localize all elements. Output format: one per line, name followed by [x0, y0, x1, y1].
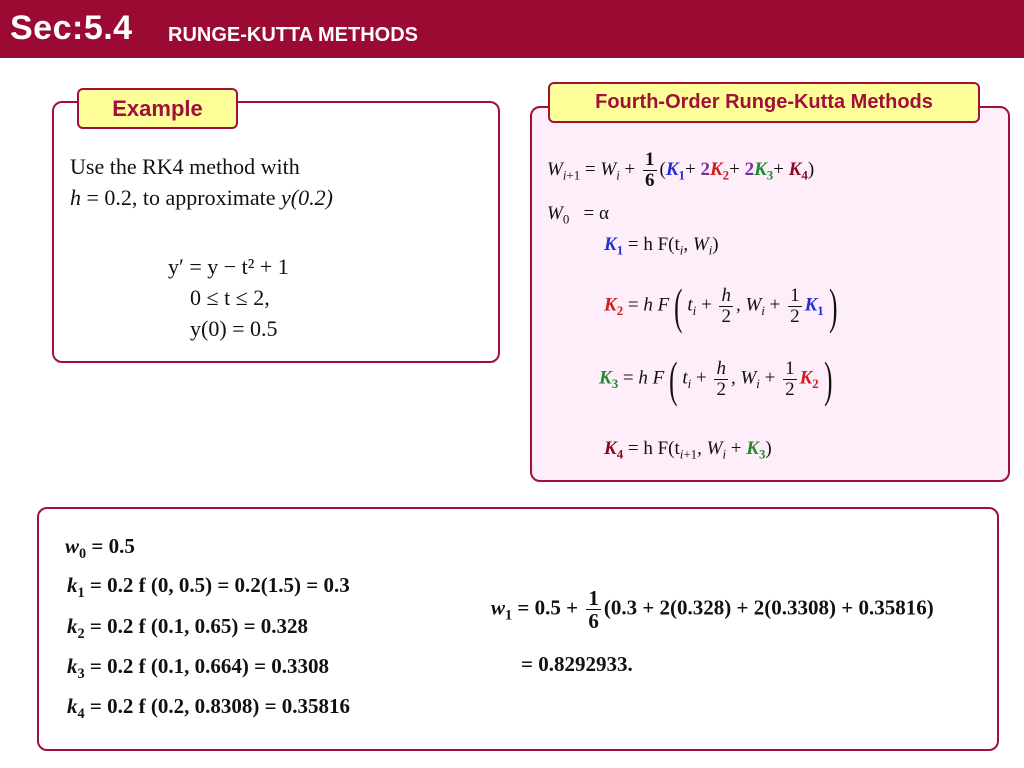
k1-rhs: = h F(t [627, 234, 680, 255]
w1-lhs: = 0.5 + [517, 595, 579, 620]
ode-domain: 0 ≤ t ≤ 2, [190, 285, 270, 310]
rk4-update-formula: $W_{i+1} = W_i$ + $\frac{1}{6}$ $(K_1+ 2K_2+ 2K_3+ K_4)$ [547, 149, 815, 191]
solution-k1: $k_1 = 0.2$ f (0, 0.5) = 0.2(1.5) = 0.3 [67, 573, 350, 601]
solution-k2: $k_2 = 0.2$ f (0.1, 0.65) = 0.328 [67, 614, 309, 642]
title-bar [0, 0, 1024, 58]
w0-rhs: = α [583, 203, 609, 224]
rk4-initial-value: $W_0$ = α [547, 203, 609, 227]
rk4-method-box [530, 106, 1010, 482]
solution-w1-result [521, 652, 633, 677]
solution-k3: $k_3 = 0.2$ f (0.1, 0.664) = 0.3308 [67, 654, 330, 682]
k1-expr: = 0.2 f (0, 0.5) = 0.2(1.5) = 0.3 [89, 573, 350, 597]
rk4-method-tag-label: Fourth-Order Runge-Kutta Methods [595, 91, 933, 113]
step-size-var: h [70, 185, 81, 210]
section-title: RUNGE-KUTTA METHODS [168, 24, 418, 46]
w1-result: = 0.8292933. [521, 652, 633, 676]
k2-formula: $K_2 = h$ F ( $t_i$ + $\frac{h}{2}$ , $W_i$ + $\frac{1}{2}$ $K_1$ ) [604, 278, 837, 334]
example-tag [77, 88, 238, 129]
k1-formula: $K_1 = h$ $F(t_i$, $W_i$) [604, 234, 719, 258]
section-number: Sec:5.4 [10, 9, 133, 47]
k3-formula: $K_3 = h$ F ( $t_i$ + $\frac{h}{2}$ , $W_i$ + $\frac{1}{2}$ $K_2$ ) [599, 351, 832, 407]
w1-rest: (0.3 + 2(0.328) + 2(0.3308) + 0.35816) [603, 595, 934, 620]
solution-k4: $k_4 = 0.2$ f (0.2, 0.8308) = 0.35816 [67, 694, 351, 722]
k4-formula: $K_4 = h$ $F(t_{i+1}$, $W_i + K_3$) [604, 438, 772, 462]
statement-line-1: Use the RK4 method with [70, 154, 300, 179]
k4-expr: = 0.2 f (0.2, 0.8308) = 0.35816 [89, 694, 351, 718]
example-box [52, 101, 500, 363]
statement-line-2 [70, 182, 333, 213]
ode-equation: y′ = y − t² + 1 [168, 254, 289, 279]
solution-w1: $w_1 = 0.5$ + $\frac{1}{6}$ (0.3 + 2(0.328) + 2(0.3308) + 0.35816) [491, 586, 934, 634]
solution-box [37, 507, 999, 751]
ode-initial-condition: y(0) = 0.5 [190, 316, 278, 341]
example-tag-label: Example [112, 95, 203, 121]
k3-expr: = 0.2 f (0.1, 0.664) = 0.3308 [89, 654, 330, 678]
k4-rhs: = h F(t [627, 438, 680, 459]
example-statement [70, 151, 333, 213]
statement-text: = 0.2, to approximate [81, 185, 281, 210]
ode-block [168, 251, 289, 344]
w0-value: = 0.5 [91, 534, 135, 558]
approx-target: y(0.2) [280, 185, 333, 210]
solution-w0: $w_0 = 0.5$ [65, 534, 135, 562]
k2-expr: = 0.2 f (0.1, 0.65) = 0.328 [89, 614, 309, 638]
rk4-method-tag [548, 82, 980, 123]
